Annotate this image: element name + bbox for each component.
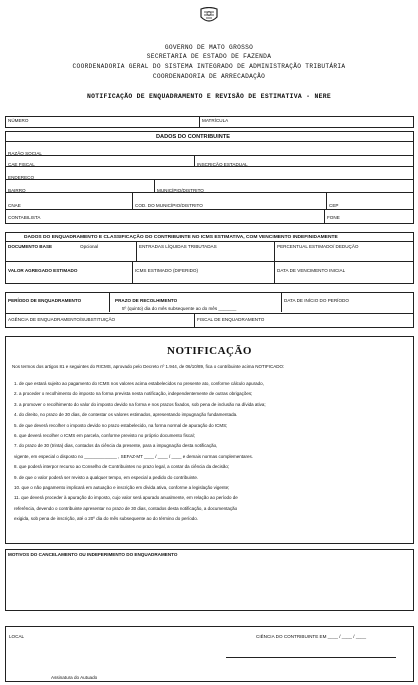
icms-estimado-label: ICMS ESTIMADO (DIFERIDO) [135,268,199,273]
agencia-label: AGÊNCIA DE ENQUADRAMENTO/SUBSTITUIÇÃO [8,317,116,322]
notificacao-item: 6. que deverá recolher o ICMS em parcela, conforme previsto no próprio documento fiscal; [14,433,195,438]
notificacao-item: exigida, sob pena de inscrição, até o 20º dia do mês subsequente ao do término do período. [14,516,199,522]
periodo-block [5,292,414,328]
notificacao-item: 7. do prazo de 30 (trinta) dias, contados da ciência da presente, para a impugnação desta notificação, [14,443,218,449]
ciencia-label: CIÊNCIA DO CONTRIBUINTE EM ____ / ____ / ____ [256,634,367,639]
notificacao-item: referência, devendo o contribuinte apresentar no prazo de 30 dias, contados desta notificação, a documentação [14,505,238,511]
notificacao-item: 8. que poderá interpor recurso ao Conselho de Contribuintes no prazo legal, a contar da ciência da decisão; [14,464,230,470]
razao-social-label: RAZÃO SOCIAL [8,151,42,156]
data-vencimento-label: DATA DE VENCIMENTO INICIAL [277,268,346,273]
notificacao-item: 5. de que deverá recolher o imposto devido no prazo estabelecido, na forma normal de apuração do ICMS; [14,422,228,428]
cod-municipio-label: COD. DO MUNICÍPIO/DISTRITO [135,203,203,208]
periodo-label: PERÍODO DE ENQUADRAMENTO [8,298,82,303]
matricula-label: MATRÍCULA [202,118,229,123]
notificacao-item: 1. de que estará sujeito ao pagamento do ICMS nos valores acima estabelecidos no presente ato, conforme cálculo apurado, [14,381,264,386]
notificacao-item: 9. de que o valor poderá ser revisto a qualquer tempo, em especial a pedido do contribuinte. [14,474,199,480]
cnae-label: CNAE [8,203,21,208]
header-line-2: SECRETARIA DE ESTADO DE FAZENDA [146,53,272,60]
document-title: NOTIFICAÇÃO DE ENQUADRAMENTO E REVISÃO DE ESTIMATIVA - NERE [87,93,331,100]
notificacao-item: 11. que deverá proceder à apuração do imposto, cujo valor será apurado anualmente, em relação ao período de [14,495,238,501]
fiscal-label: FISCAL DE ENQUADRAMENTO [197,317,265,322]
entradas-label: ENTRADAS LÍQUIDAS TRIBUTADAS [139,244,217,249]
bairro-row [5,180,414,193]
header-line-3: COORDENADORIA GERAL DO SISTEMA INTEGRADO DE ADMINISTRAÇÃO TRIBUTÁRIA [72,63,346,70]
signature-line [226,657,396,658]
contabilista-row [5,210,414,224]
notificacao-block [5,336,414,544]
prazo-label: PRAZO DE RECOLHIMENTO [115,298,178,303]
notificacao-intro: Nos termos dos artigos 81 e seguintes do RICMS, aprovado pelo Decreto nº 1.944, de 06/10/89, fica o contribuinte acima NOTIFICADO: [12,364,285,369]
bairro-label: BAIRRO [8,188,26,193]
header-line-1: GOVERNO DE MATO GROSSO [164,44,254,51]
percentual-label: PERCENTUAL ESTIMADO/ DEDUÇÃO [277,244,359,249]
fone-label: FONE [327,215,340,220]
prazo-text: 5º (quinto) dia do mês subsequente ao do mês _______ [122,306,237,311]
municipio-label: MUNICÍPIO/DISTRITO [157,188,204,193]
notificacao-title: NOTIFICAÇÃO [167,345,252,357]
enquadramento-title: DADOS DO ENQUADRAMENTO E CLASSIFICAÇÃO DO CONTRIBUINTE NO ICMS ESTIMATIVA, COM VENCIMENTO INDEFINIDAMENTE [24,235,338,240]
motivos-title: MOTIVOS DO CANCELAMENTO OU INDEFERIMENTO DO ENQUADRAMENTO [8,552,178,557]
notificacao-item: vigente, em especial o disposto no _____________ , SEFAZ-MT ____ / ____ / ____ e demais normas complementares. [14,453,254,459]
notificacao-item: 3. a promover o recolhimento do valor do imposto devido na forma e nos prazos fixados, sob pena de inclusão na dívida ativa; [14,401,266,407]
valor-row [5,262,414,284]
notificacao-item: 10. que o não pagamento implicará em autuação e inscrição em dívida ativa, conforme a legislação vigente; [14,485,230,490]
contabilista-label: CONTABILISTA [8,215,41,220]
top-fields-row [5,116,414,128]
razao-social-row [5,142,414,156]
notificacao-item: 4. do direito, no prazo de 30 dias, de contestar os valores estimados, apresentando impugnação fundamentada. [14,412,238,418]
cae-row [5,156,414,167]
notificacao-item: 2. a proceder o recolhimento do imposto na forma prevista nesta notificação, independentemente de outras obrigações; [14,391,253,397]
contribuinte-title: DADOS DO CONTRIBUINTE [156,134,230,140]
coat-of-arms-icon [198,7,220,25]
endereco-row [5,167,414,180]
assinatura-label: Assinatura do Autuado [51,675,98,680]
endereco-label: ENDEREÇO [8,175,35,180]
valor-agregado-label: VALOR AGREGADO ESTIMADO [8,268,78,273]
documento-row [5,242,414,262]
data-inicio-label: DATA DE INÍCIO DO PERÍODO [284,298,349,303]
documento-base-label: DOCUMENTO BASE [8,244,53,249]
cnae-row [5,193,414,210]
local-label: LOCAL [9,634,25,639]
numero-label: NÚMERO [8,118,29,123]
enquadramento-header [5,232,414,242]
footer-block [5,626,414,682]
opcao-value: Opcional [80,244,99,249]
motivos-block [5,549,414,611]
header-line-4: COORDENADORIA DE ARRECADAÇÃO [152,73,266,80]
inscricao-label: INSCRIÇÃO ESTADUAL [197,162,248,167]
cae-label: CAE FISCAL [8,162,35,167]
cep-label: CEP [329,203,339,208]
contribuinte-header [5,131,414,142]
